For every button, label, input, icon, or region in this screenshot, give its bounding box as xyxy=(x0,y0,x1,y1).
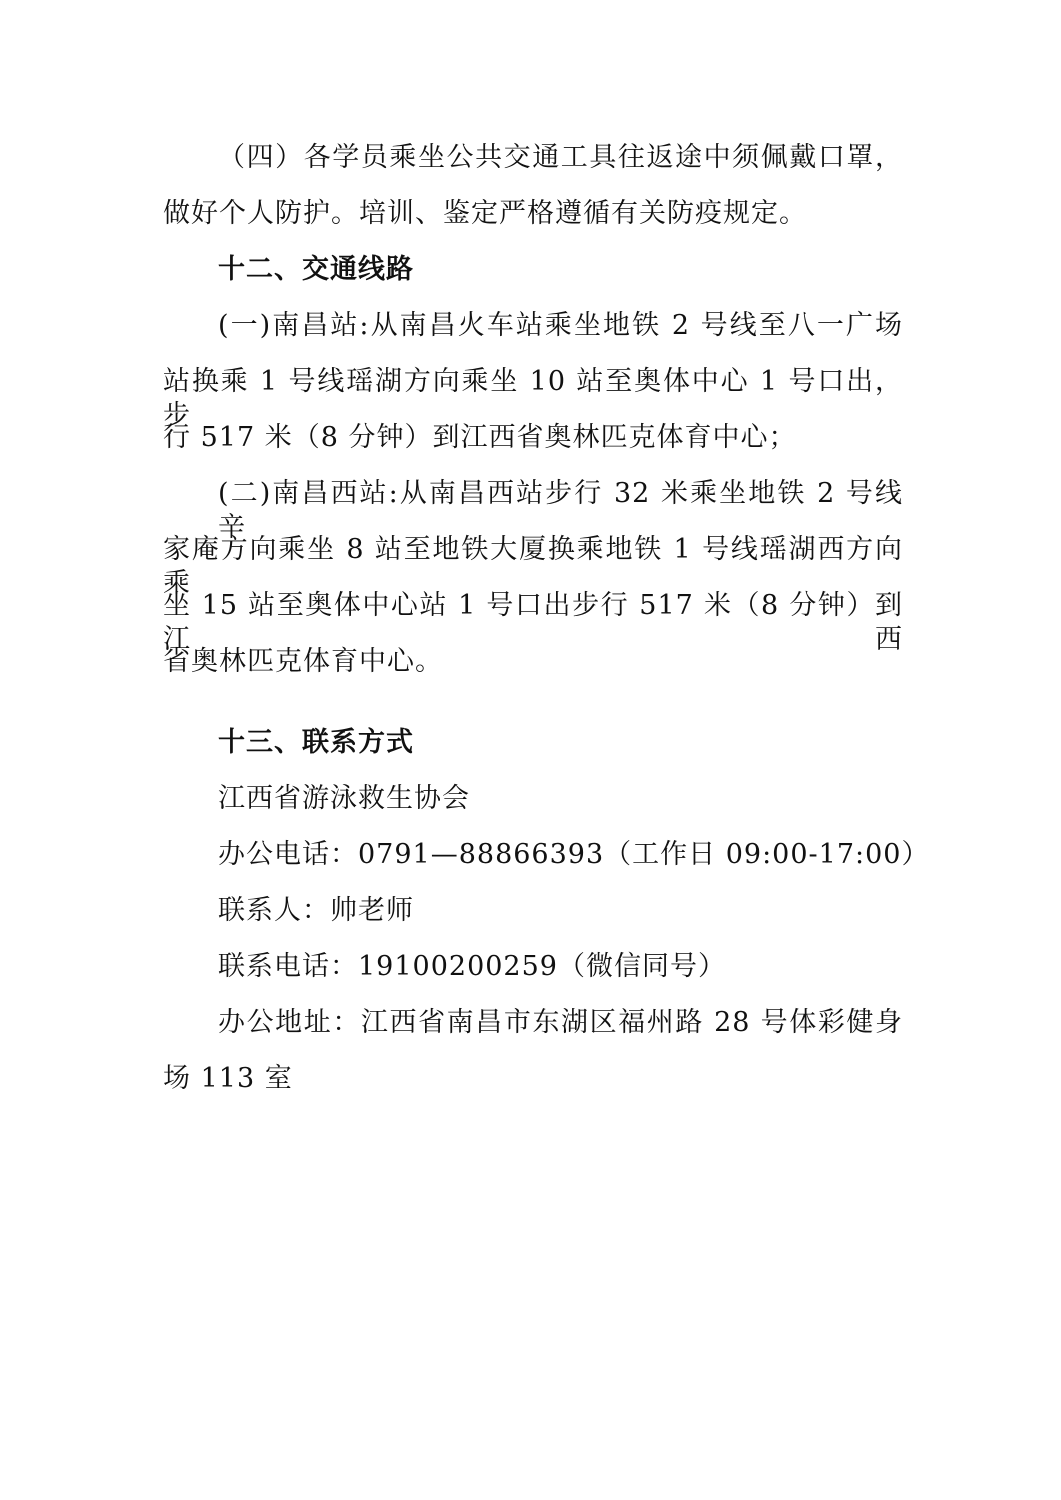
route2-line1: (二)南昌西站:从南昌西站步行 32 米乘坐地铁 2 号线辛 xyxy=(218,478,903,543)
route1-line2: 站换乘 1 号线瑶湖方向乘坐 10 站至奥体中心 1 号口出，步 xyxy=(163,366,903,431)
item4-line1: （四）各学员乘坐公共交通工具往返途中须佩戴口罩， xyxy=(218,142,903,173)
section12-heading: 十二、交通线路 xyxy=(218,254,414,285)
org-name: 江西省游泳救生协会 xyxy=(218,783,470,814)
item4-line2: 做好个人防护。培训、鉴定严格遵循有关防疫规定。 xyxy=(163,198,807,229)
address-line1: 办公地址：江西省南昌市东湖区福州路 28 号体彩健身 xyxy=(218,1007,903,1038)
contact-phone: 联系电话：19100200259（微信同号） xyxy=(218,951,726,982)
route1-line3: 行 517 米（8 分钟）到江西省奥林匹克体育中心； xyxy=(163,422,797,453)
route2-line2: 家庵方向乘坐 8 站至地铁大厦换乘地铁 1 号线瑶湖西方向乘 xyxy=(163,534,903,599)
address-line2: 场 113 室 xyxy=(163,1063,293,1094)
contact-person: 联系人：帅老师 xyxy=(218,895,414,926)
section13-heading: 十三、联系方式 xyxy=(218,727,414,758)
office-phone: 办公电话：0791—88866393（工作日 09:00-17:00） xyxy=(218,839,930,870)
route2-line3: 坐 15 站至奥体中心站 1 号口出步行 517 米（8 分钟）到江西 xyxy=(163,590,903,655)
route1-line1: (一)南昌站:从南昌火车站乘坐地铁 2 号线至八一广场 xyxy=(218,310,903,341)
route2-line4: 省奥林匹克体育中心。 xyxy=(163,646,443,677)
